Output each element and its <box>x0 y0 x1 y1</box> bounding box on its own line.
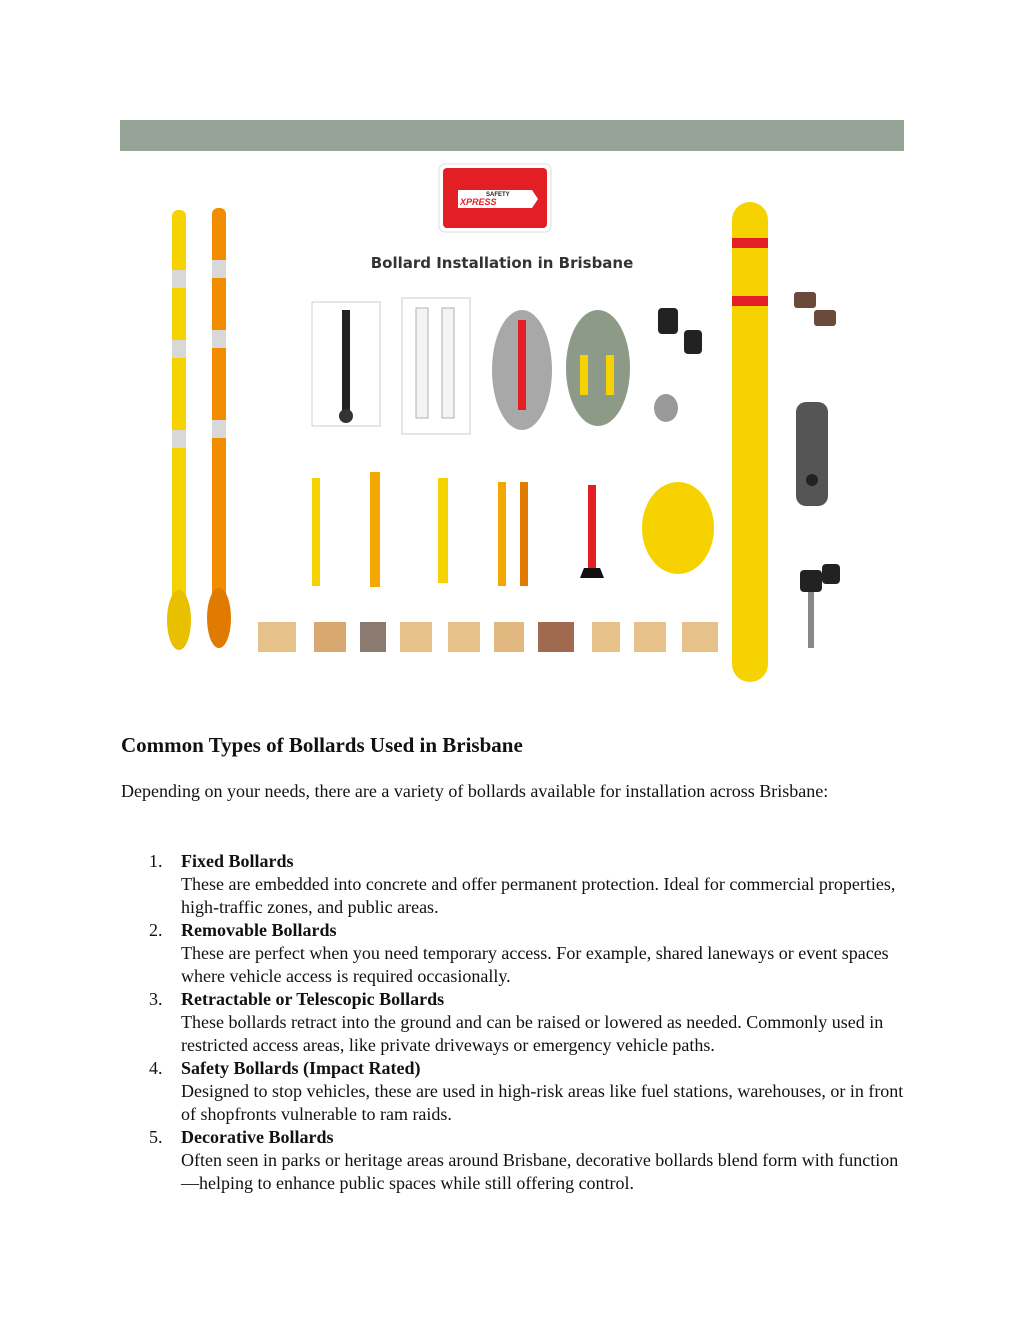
remote-control-icon <box>796 402 828 506</box>
list-description: These bollards retract into the ground and can be raised or lowered as needed. Commonly used in restricted access areas, like private driveways or emergency vehicle paths. <box>181 1012 884 1055</box>
removable-bollard-photo <box>312 302 380 426</box>
hero-image <box>160 160 880 690</box>
list-title: Decorative Bollards <box>181 1127 334 1147</box>
list-title: Safety Bollards (Impact Rated) <box>181 1058 421 1078</box>
list-item <box>121 850 911 919</box>
list-number: 4. <box>149 1058 163 1078</box>
striped-bollard-left <box>498 482 506 586</box>
list-title: Retractable or Telescopic Bollards <box>181 989 445 1009</box>
bollard-cover-cap <box>642 482 714 574</box>
list-description: These are embedded into concrete and offer permanent protection. Ideal for commercial properties, high-traffic zones, and public areas. <box>181 874 896 917</box>
list-item <box>121 1126 911 1195</box>
slim-yellow-bollard <box>312 478 320 586</box>
list-title: Removable Bollards <box>181 920 337 940</box>
large-safety-bollard <box>732 202 768 682</box>
list-description: Designed to stop vehicles, these are used in high-risk areas like fuel stations, warehouses, or in front of shopfronts vulnerable to ram raids. <box>181 1081 904 1124</box>
article-intro: Depending on your needs, there are a variety of bollards available for installation across Brisbane: <box>121 781 829 801</box>
orange-post-bollard <box>370 472 380 587</box>
key-lock-photo <box>654 308 702 422</box>
top-banner-bar <box>120 120 904 151</box>
list-number: 5. <box>149 1127 163 1147</box>
svg-text:SAFETY: SAFETY <box>486 192 510 198</box>
traffic-delineator <box>580 485 604 578</box>
article-heading: Common Types of Bollards Used in Brisbane <box>121 733 523 757</box>
striped-bollard-right <box>520 482 528 586</box>
company-logo <box>439 164 551 232</box>
flexible-bollard-orange <box>207 208 231 648</box>
bollard-types-list <box>121 850 911 1195</box>
banner-caption: Bollard Installation in Brisbane <box>370 254 634 272</box>
keys-icon <box>794 292 836 326</box>
timber-bollards-row <box>258 622 718 652</box>
list-item <box>121 919 911 988</box>
list-title: Fixed Bollards <box>181 851 294 871</box>
melbourne-bollard-photo <box>402 298 470 434</box>
list-number: 3. <box>149 989 163 1009</box>
list-number: 1. <box>149 851 163 871</box>
list-number: 2. <box>149 920 163 940</box>
padlock-keys-icon <box>800 564 840 648</box>
yellow-post-bollard <box>438 478 448 583</box>
flexible-bollard-yellow <box>167 210 191 650</box>
list-description: Often seen in parks or heritage areas around Brisbane, decorative bollards blend form with function—helping to enhance public spaces while still offering control. <box>181 1150 899 1193</box>
svg-text:XPRESS: XPRESS <box>460 197 497 207</box>
list-item <box>121 1057 911 1126</box>
warehouse-bollard-photo <box>566 310 630 426</box>
list-description: These are perfect when you need temporary access. For example, shared laneways or event spaces where vehicle access is required occasionally. <box>181 943 889 986</box>
list-item <box>121 988 911 1057</box>
